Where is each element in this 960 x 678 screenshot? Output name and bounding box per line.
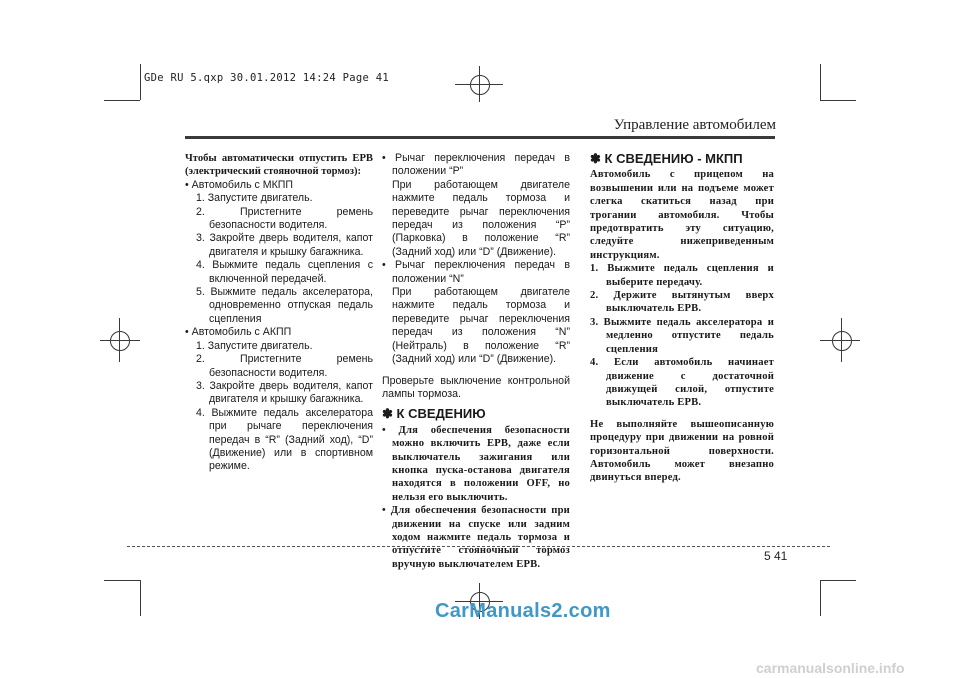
registration-mark [832, 331, 852, 351]
note-heading-text: К СВЕДЕНИЮ [396, 406, 486, 422]
mt-intro: Автомобиль с прицепом на возвышении или на подъеме может слегка скатиться назад при трогании автомобиля. Чтобы предотвратить эту ситуацию, следуйте нижеприведенным инструкциям. [590, 169, 774, 261]
note-item: • Для обеспечения безопасности можно включить EPB, даже если выключатель зажигания или кнопка пуска-останова двигателя находятся в положении OFF, но нельзя его выключить. [382, 424, 570, 503]
bullet-n: • Рычаг переключения передач в положении “N” [382, 259, 570, 285]
watermark-site[interactable]: carmanualsonline.info [756, 660, 905, 676]
check-lamp-text: Проверьте выключение контрольной лампы тормоза. [382, 374, 570, 400]
crop-mark [140, 580, 141, 616]
manual-step: 4. Выжмите педаль сцепления с включенной передачей. [196, 259, 373, 285]
bullet-p: • Рычаг переключения передач в положении “P” [382, 152, 570, 178]
auto-label: • Автомобиль с АКПП [185, 326, 292, 339]
crop-mark [820, 580, 821, 616]
note-symbol-icon: ✽ [382, 406, 393, 422]
section-title: Управление автомобилем [613, 117, 776, 133]
manual-step: 1. Запустите двигатель. [196, 192, 313, 205]
print-info: GDe RU 5.qxp 30.01.2012 14:24 Page 41 [144, 72, 389, 84]
auto-step: 2. Пристегните ремень безопасности водителя. [196, 353, 373, 379]
auto-step: 4. Выжмите педаль акселератора при рычаге переключения передач в “R” (Задний ход), “D” (Движение) или в спортивном режиме. [196, 406, 373, 473]
manual-label: • Автомобиль с МКПП [185, 178, 294, 191]
note-heading-mt [590, 152, 774, 165]
crop-mark [820, 580, 856, 581]
manual-step: 5. Выжмите педаль акселератора, одновременно отпуская педаль сцепления [196, 286, 373, 325]
crop-mark [140, 64, 141, 100]
registration-mark [820, 340, 860, 341]
auto-release-heading: Чтобы автоматически отпустить EPB (электрический стояночной тормоз): [185, 153, 373, 178]
manual-step: 2. Пристегните ремень безопасности водителя. [196, 205, 373, 232]
auto-step: 3. Закройте дверь водителя, капот двигателя и крышку багажника. [196, 379, 373, 406]
mt-step: 1. Выжмите педаль сцепления и выберите передачу. [590, 263, 774, 288]
mt-warning: Не выполняйте вышеописанную процедуру при движении на ровной горизонтальной поверхности. Автомобиль может внезапно двинуться вперед. [590, 418, 774, 484]
crop-mark [820, 64, 821, 100]
manual-step: 3. Закройте дверь водителя, капот двигателя и крышку багажника. [196, 232, 373, 258]
note-symbol-icon: ✽ [590, 151, 601, 166]
registration-mark [110, 331, 130, 351]
note-item: • Для обеспечения безопасности при движении на спуске или задним ходом нажмите педаль тормоза и отпустите стояночный тормоз вручную выключателем EPB. [382, 505, 570, 570]
registration-mark [100, 340, 140, 341]
bullet-n-text: При работающем двигателе нажмите педаль тормоза и переведите рычаг переключения передач из положения “N” (Нейтраль) в положение “R” (Задний ход) или “D” (Движение). [392, 286, 570, 366]
footer-dashed-line [127, 546, 830, 547]
page-number: 5 41 [764, 549, 788, 563]
crop-mark [104, 580, 140, 581]
bullet-p-text: При работающем двигателе нажмите педаль тормоза и переведите рычаг переключения передач из положения “P” (Парковка) в положение “R” (Задний ход) или “D” (Движение). [392, 178, 570, 258]
column-1 [185, 152, 373, 474]
column-3 [590, 152, 774, 485]
column-2 [382, 152, 570, 571]
registration-mark [455, 84, 503, 85]
crop-mark [820, 100, 856, 101]
watermark-logo[interactable]: CarManuals2.com [435, 600, 611, 622]
mt-step: 2. Держите вытянутым вверх выключатель EPB. [590, 290, 774, 315]
registration-mark [470, 75, 490, 95]
note-heading-text: К СВЕДЕНИЮ - МКПП [604, 151, 743, 166]
header-rule [185, 136, 775, 139]
note-heading [382, 407, 570, 420]
mt-step: 3. Выжмите педаль акселератора и медленно отпустите педаль сцепления [590, 316, 774, 355]
mt-step: 4. Если автомобиль начинает движение с достаточной движущей силой, отпустите выключатель EPB. [590, 357, 774, 409]
crop-mark [104, 100, 140, 101]
auto-step: 1. Запустите двигатель. [196, 339, 313, 352]
